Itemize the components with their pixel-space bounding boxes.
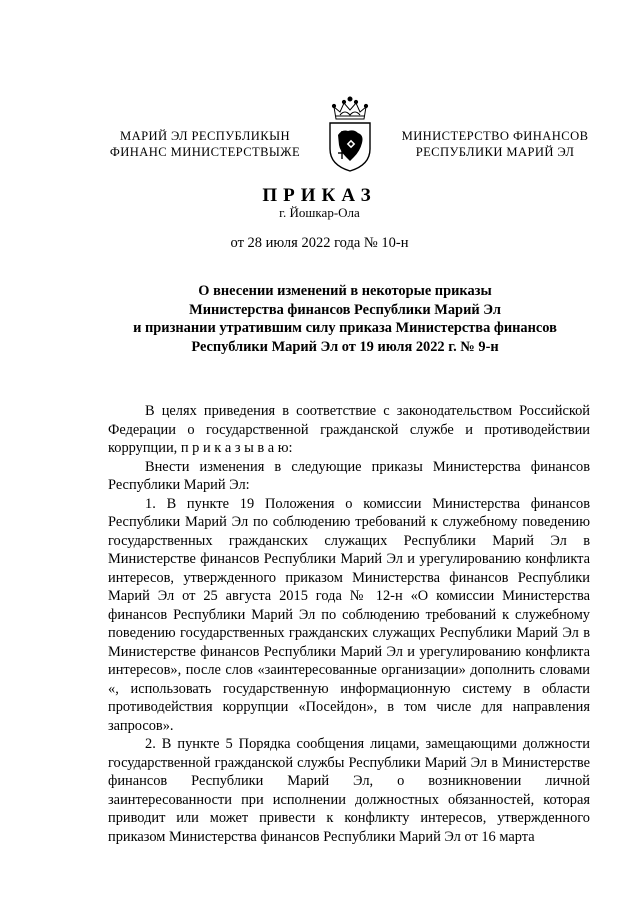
document-type: ПРИКАЗ: [262, 185, 377, 206]
title-line: и признании утратившим силу приказа Министерства финансов: [133, 320, 557, 336]
header-russian-line2: РЕСПУБЛИКИ МАРИЙ ЭЛ: [415, 145, 575, 159]
title-line: Республики Марий Эл от 19 июля 2022 г. № 9-н: [191, 338, 499, 355]
paragraph-preamble: В целях приведения в соответствие с законодательством Российской Федерации о государственной гражданской службе и противодействии коррупции, п р и к а з ы в а ю:: [108, 403, 590, 456]
header-russian-name: [385, 128, 605, 160]
header-russian-line1: МИНИСТЕРСТВО ФИНАНСОВ: [401, 129, 589, 143]
document-title: [100, 282, 590, 356]
document-date: от 28 июля 2022 года № 10-н: [230, 235, 409, 251]
paragraph-item-1: 1. В пункте 19 Положения о комиссии Министерства финансов Республики Марий Эл по соблюдению требований к служебному поведению государственных гражданских служащих Республики Марий Эл в Министерстве финансов Республики Марий Эл и урегулированию конфликта интересов, утвержденного приказом Министерства финансов Республики Марий Эл от 25 августа 2015 года № 12-н «О комиссии Министерства финансов Республики Марий Эл по соблюдению требований к служебному поведению государственных гражданских служащих Республики Марий Эл в Министерстве финансов Республики Марий Эл и урегулированию конфликта интересов», после слов «заинтересованные организации» дополнить словами «, использовать государственную информационную систему в области противодействия коррупции «Посейдон», в том числе для направления запросов».: [108, 495, 590, 734]
header-mari-line1: МАРИЙ ЭЛ РЕСПУБЛИКЫН: [120, 129, 290, 143]
document-body: [108, 402, 590, 846]
paragraph-order: Внести изменения в следующие приказы Министерства финансов Республики Марий Эл:: [108, 458, 590, 493]
document-city: г. Йошкар-Ола: [279, 205, 360, 220]
title-line: Министерства финансов Республики Марий Эл: [189, 301, 501, 318]
mari-el-coat-of-arms-icon: [320, 95, 380, 173]
paragraph-item-2: 2. В пункте 5 Порядка сообщения лицами, замещающими должности государственной гражданской службы Республики Марий Эл в Министерстве финансов Республики Марий Эл, о возникновении личной заинтересованности при исполнении должностных обязанностей, которая приводит или может привести к конфликту интересов, утвержденного приказом Министерства финансов Республики Марий Эл от 16 марта: [108, 736, 590, 845]
header-mari-line2: ФИНАНС МИНИСТЕРСТВЫЖЕ: [109, 145, 301, 159]
header-mari-name: [100, 128, 310, 160]
title-line: О внесении изменений в некоторые приказы: [198, 283, 492, 299]
